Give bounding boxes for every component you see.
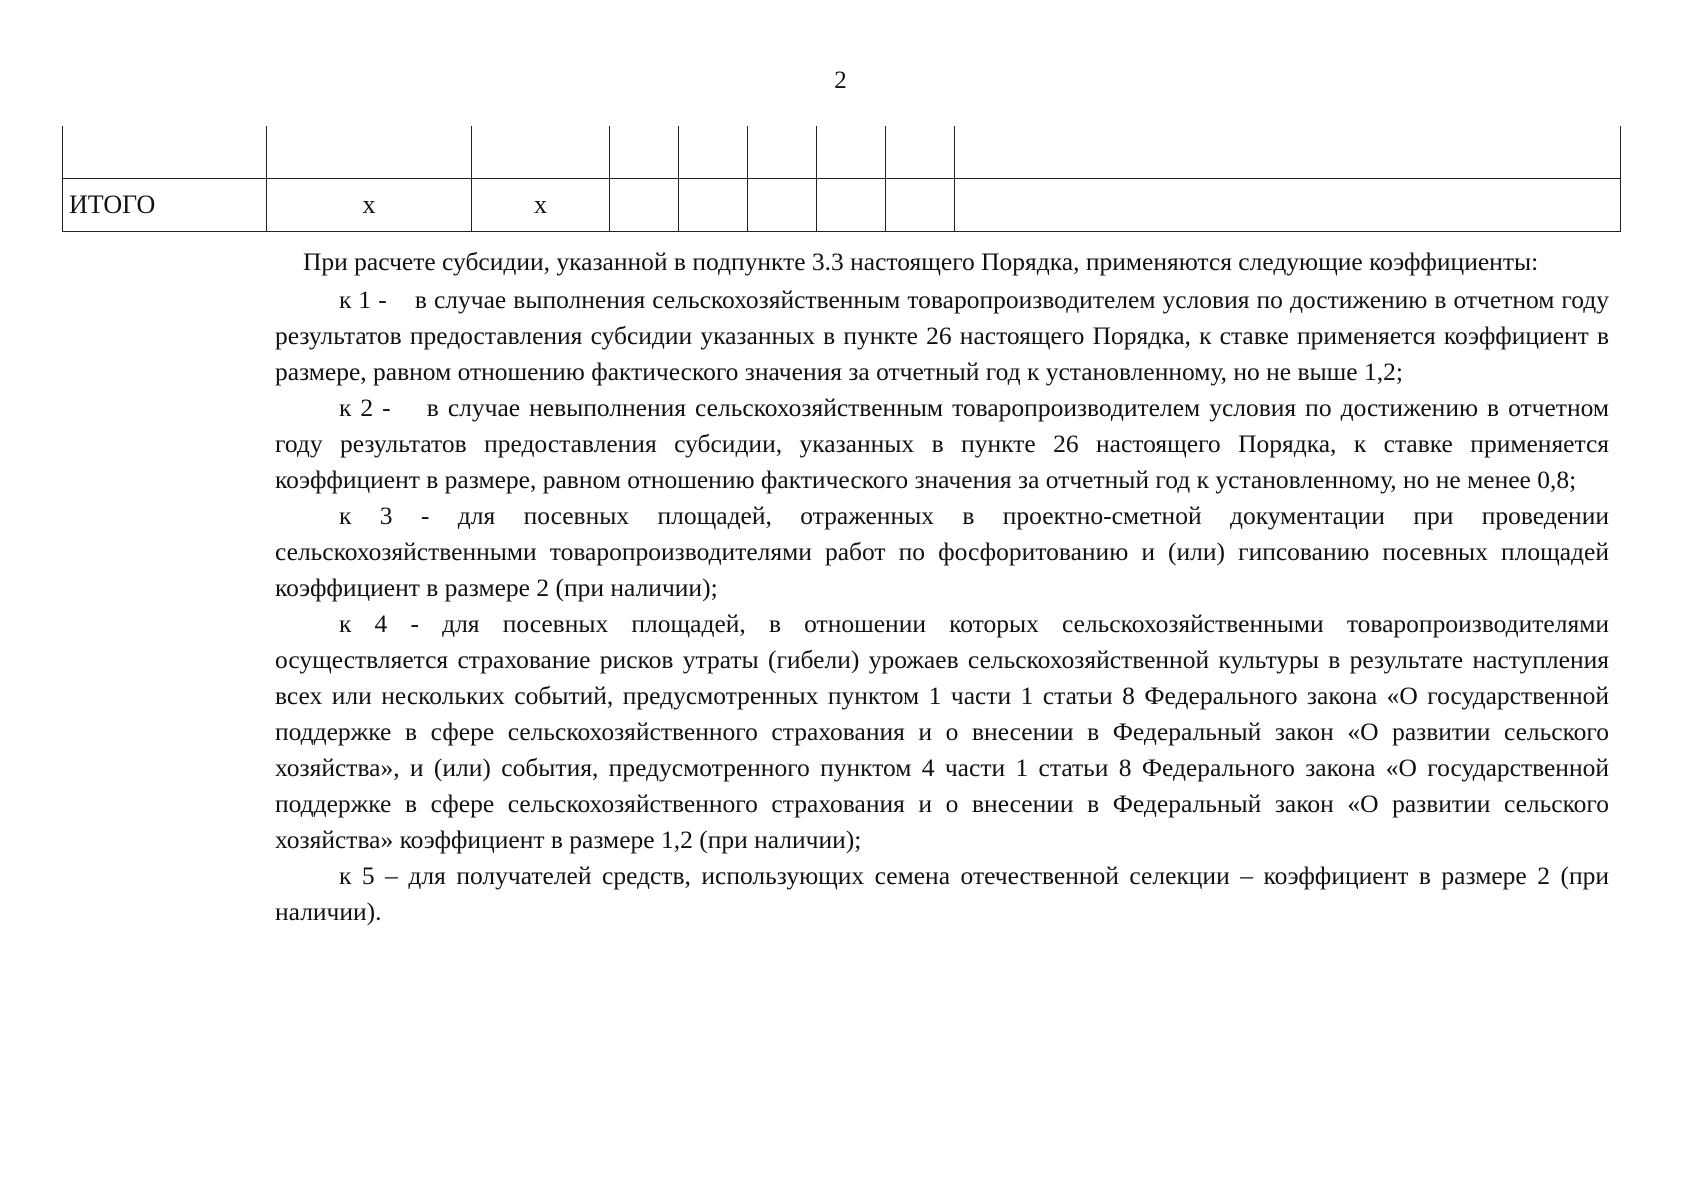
totals-table: [62, 126, 1621, 232]
table-cell: [267, 126, 472, 179]
coefficient-text: для получателей средств, использующих семена отечественной селекции – коэффициент в размере 2 (при наличии).: [275, 861, 1610, 926]
table-cell: [472, 126, 610, 179]
table-cell: [63, 126, 267, 179]
coefficient-label: к 5 –: [339, 861, 409, 890]
coefficient-paragraph: [275, 498, 1609, 606]
total-label: ИТОГО: [63, 179, 267, 232]
total-cell: [955, 179, 1621, 232]
total-cell: x: [267, 179, 472, 232]
coefficient-text: в случае выполнения сельскохозяйственным товаропроизводителем условия по достижению в отчетном году результатов предоставления субсидии указанных в пункте 26 настоящего Порядка, к ставке применяется коэффициент в размере, равном отношению фактического значения за отчетный год к установленному, но не выше 1,2;: [275, 285, 1609, 386]
table-cell: [748, 126, 817, 179]
coefficient-paragraph: [275, 606, 1609, 858]
table-row-continued: [63, 126, 1621, 179]
table-cell: [679, 126, 748, 179]
document-body: [275, 244, 1609, 930]
page-number: 2: [834, 67, 847, 94]
total-cell: x: [472, 179, 610, 232]
total-cell: [610, 179, 679, 232]
coefficient-label: к 4 -: [339, 609, 443, 638]
total-cell: [748, 179, 817, 232]
coefficient-paragraph: [275, 390, 1609, 498]
table-row-total: [63, 179, 1621, 232]
coefficient-text: в случае невыполнения сельскохозяйственным товаропроизводителем условия по достижению в отчетном году результатов предоставления субсидии, указанных в пункте 26 настоящего Порядка, к ставке применяется коэффициент в размере, равном отношению фактического значения за отчетный год к установленному, но не менее 0,8;: [275, 393, 1609, 494]
coefficient-paragraph: [275, 282, 1609, 390]
total-cell: [886, 179, 955, 232]
coefficient-label: к 2 -: [339, 393, 427, 422]
table-cell: [610, 126, 679, 179]
table-cell: [817, 126, 886, 179]
table-cell: [886, 126, 955, 179]
coefficient-label: к 3 -: [339, 501, 458, 530]
total-cell: [679, 179, 748, 232]
coefficient-label: к 1 -: [339, 285, 415, 314]
coefficient-text: для посевных площадей, в отношении которых сельскохозяйственными товаропроизводителями осуществляется страхование рисков утраты (гибели) урожаев сельскохозяйственной культуры в результате наступления всех или нескольких событий, предусмотренных пунктом 1 части 1 статьи 8 Федерального закона «О государственной поддержке в сфере сельскохозяйственного страхования и о внесении в Федеральный закон «О развитии сельского хозяйства», и (или) события, предусмотренного пунктом 4 части 1 статьи 8 Федерального закона «О государственной поддержке в сфере сельскохозяйственного страхования и о внесении в Федеральный закон «О развитии сельского хозяйства» коэффициент в размере 1,2 (при наличии);: [275, 609, 1609, 854]
total-cell: [817, 179, 886, 232]
coefficient-paragraph: [275, 858, 1609, 930]
intro-paragraph: При расчете субсидии, указанной в подпункте 3.3 настоящего Порядка, применяются следующие коэффициенты:: [303, 247, 1539, 276]
table-cell: [955, 126, 1621, 179]
coefficient-text: для посевных площадей, отраженных в проектно-сметной документации при проведении сельскохозяйственными товаропроизводителями работ по фосфоритованию и (или) гипсованию посевных площадей коэффициент в размере 2 (при наличии);: [275, 501, 1609, 602]
